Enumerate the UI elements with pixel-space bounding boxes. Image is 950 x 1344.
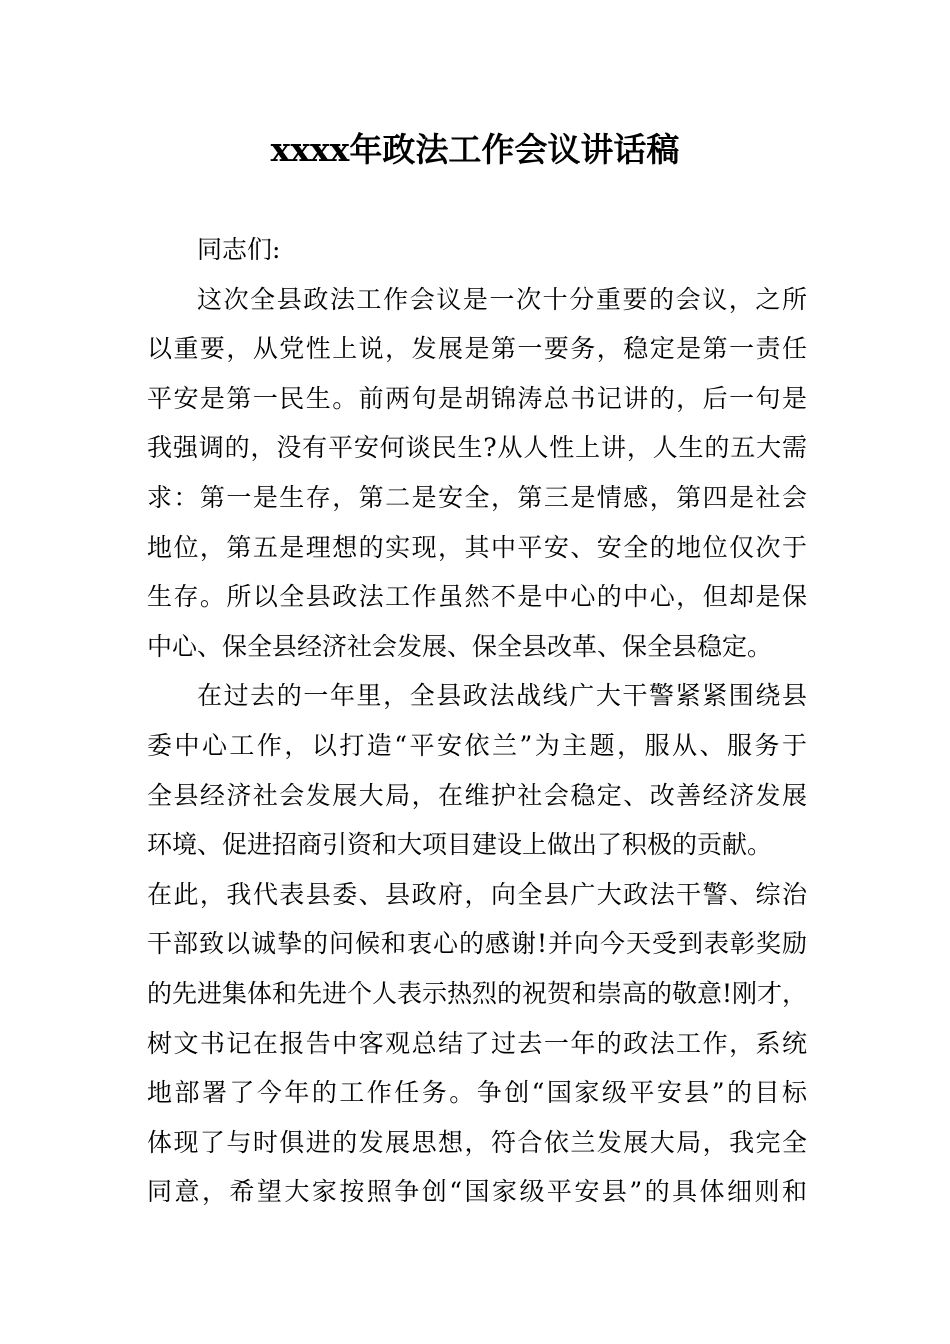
document-title: xxxx年政法工作会议讲话稿 — [270, 130, 680, 169]
paragraph-line: 生存。所以全县政法工作虽然不是中心的中心，但却是保 — [147, 582, 807, 612]
paragraph-line: 在此，我代表县委、县政府，向全县广大政法干警、综治 — [147, 879, 807, 909]
paragraph-line: 地位，第五是理想的实现，其中平安、安全的地位仅次于 — [147, 532, 807, 562]
paragraph-line: 树文书记在报告中客观总结了过去一年的政法工作，系统 — [147, 1028, 807, 1058]
paragraph-line: 求：第一是生存，第二是安全，第三是情感，第四是社会 — [147, 482, 807, 512]
paragraph-line: 同意，希望大家按照争创“国家级平安县”的具体细则和 — [147, 1177, 807, 1207]
paragraph-line: 全县经济社会发展大局，在维护社会稳定、改善经济发展 — [147, 780, 807, 810]
document-body — [147, 225, 807, 1217]
paragraph-line: 委中心工作，以打造“平安依兰”为主题，服从、服务于 — [147, 730, 807, 760]
paragraph-2 — [147, 671, 807, 1217]
paragraph-line: 的先进集体和先进个人表示热烈的祝贺和崇高的敬意!刚才， — [147, 978, 808, 1008]
paragraph-line: 体现了与时俱进的发展思想，符合依兰发展大局，我完全 — [147, 1127, 807, 1157]
paragraph-line: 我强调的，没有平安何谈民生?从人性上讲，人生的五大需 — [147, 433, 807, 463]
paragraph-1 — [147, 275, 807, 672]
paragraph-line: 中心、保全县经济社会发展、保全县改革、保全县稳定。 — [147, 631, 773, 661]
paragraph-line: 地部署了今年的工作任务。争创“国家级平安县”的目标 — [147, 1078, 807, 1108]
paragraph-line: 平安是第一民生。前两句是胡锦涛总书记讲的，后一句是 — [147, 383, 807, 413]
paragraph-line: 环境、促进招商引资和大项目建设上做出了积极的贡献。 — [147, 830, 773, 860]
paragraph-line: 干部致以诚挚的问候和衷心的感谢!并向今天受到表彰奖励 — [147, 929, 807, 959]
paragraph-line: 这次全县政法工作会议是一次十分重要的会议，之所 — [197, 284, 807, 314]
paragraph-line: 在过去的一年里，全县政法战线广大干警紧紧围绕县 — [197, 681, 807, 711]
salutation — [147, 225, 807, 275]
salutation-line: 同志们: — [197, 235, 281, 264]
paragraph-line: 以重要，从党性上说，发展是第一要务，稳定是第一责任 — [147, 334, 807, 364]
